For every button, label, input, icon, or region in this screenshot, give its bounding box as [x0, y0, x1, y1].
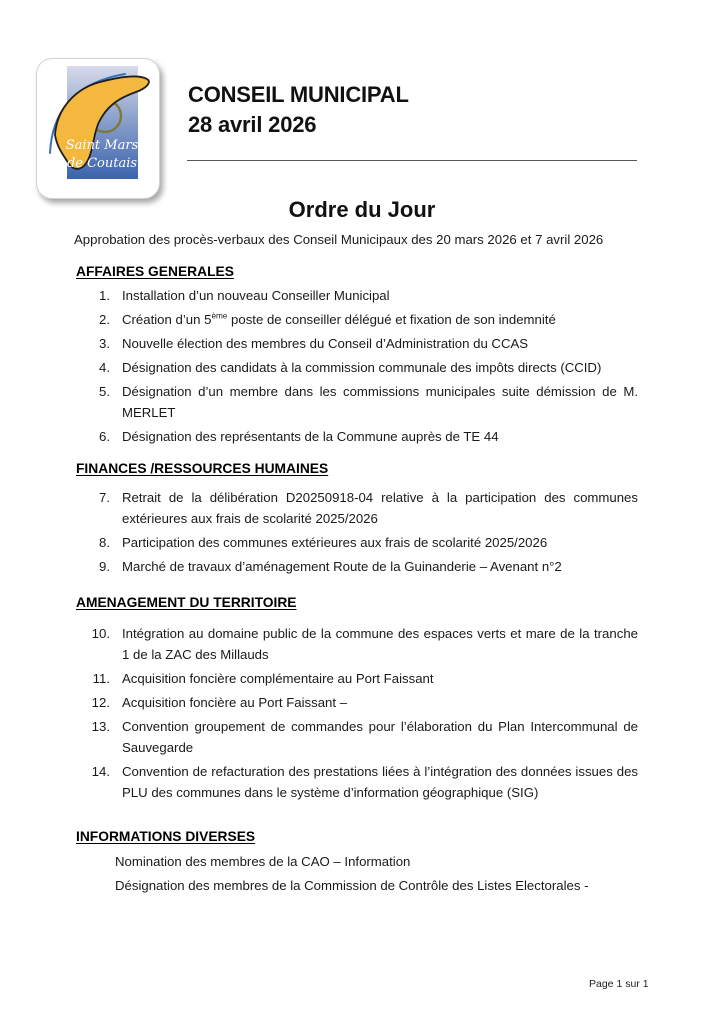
text-part: poste de conseiller délégué et fixation de son indemnité — [227, 312, 556, 327]
page-number: Page 1 sur 1 — [589, 978, 649, 990]
item-text: Installation d’un nouveau Conseiller Municipal — [122, 288, 390, 303]
item-text: Retrait de la délibération D20250918-04 relative à la participation des communes extérieures aux frais de scolarité 2025/2026 — [122, 490, 638, 526]
agenda-item — [76, 309, 638, 330]
item-number: 3. — [99, 336, 110, 351]
document-title: Ordre du Jour — [288, 197, 436, 222]
item-text: Nouvelle élection des membres du Conseil d’Administration du CCAS — [122, 336, 529, 351]
agenda-item — [76, 556, 638, 577]
intro-line: Approbation des procès-verbaux des Conseil Municipaux des 20 mars 2026 et 7 avril 2026 — [74, 232, 604, 247]
item-text — [122, 312, 556, 327]
agenda-item — [76, 285, 638, 306]
item-text: Marché de travaux d’aménagement Route de la Guinanderie – Avenant n°2 — [122, 559, 562, 574]
item-text: Désignation des membres de la Commission de Contrôle des Listes Electorales - — [115, 878, 589, 893]
header-title: CONSEIL MUNICIPAL — [188, 82, 409, 107]
item-number: 6. — [99, 429, 110, 444]
item-text: Désignation des candidats à la commission communale des impôts directs (CCID) — [122, 360, 602, 375]
sections — [76, 262, 638, 899]
item-text: Convention groupement de commandes pour l’élaboration du Plan Intercommunal de Sauvegarde — [122, 719, 638, 755]
item-number: 8. — [99, 535, 110, 550]
agenda-item — [76, 532, 638, 553]
item-text: Nomination des membres de la CAO – Information — [115, 854, 411, 869]
section — [76, 827, 638, 896]
item-number: 13. — [91, 719, 110, 734]
text-part: Création d’un 5 — [122, 312, 212, 327]
logo-text-line2: de Coutais — [66, 156, 138, 171]
agenda-item — [76, 426, 638, 447]
agenda-item — [76, 623, 638, 665]
section — [76, 459, 638, 577]
item-number: 10. — [91, 626, 110, 641]
item-number: 4. — [99, 360, 110, 375]
agenda-item — [76, 668, 638, 689]
agenda-item — [76, 487, 638, 529]
commune-logo — [36, 58, 160, 199]
section — [76, 262, 638, 447]
item-text: Désignation d’un membre dans les commissions municipales suite démission de M. MERLET — [122, 384, 638, 420]
agenda-item — [76, 851, 638, 872]
item-number: 1. — [99, 288, 110, 303]
item-text: Participation des communes extérieures aux frais de scolarité 2025/2026 — [122, 535, 548, 550]
item-text: Désignation des représentants de la Commune auprès de TE 44 — [122, 429, 499, 444]
item-number: 9. — [99, 559, 110, 574]
agenda-item — [76, 761, 638, 803]
agenda-item — [76, 381, 638, 423]
item-text: Acquisition foncière au Port Faissant – — [122, 695, 348, 710]
item-text: Acquisition foncière complémentaire au Port Faissant — [122, 671, 434, 686]
section-heading: AMENAGEMENT DU TERRITOIRE — [76, 595, 297, 610]
logo-graphic — [37, 59, 159, 198]
agenda-item — [76, 357, 638, 378]
header-block — [188, 80, 409, 140]
section-heading: AFFAIRES GENERALES — [76, 264, 234, 279]
item-text: Intégration au domaine public de la commune des espaces verts et mare de la tranche 1 de la ZAC des Millauds — [122, 626, 638, 662]
header-date: 28 avril 2026 — [188, 112, 317, 137]
header-rule — [187, 160, 637, 161]
item-number: 5. — [99, 384, 110, 399]
logo-text-line1: Saint Mars — [65, 138, 139, 153]
agenda-item — [76, 875, 638, 896]
item-number: 7. — [99, 490, 110, 505]
superscript: ème — [211, 311, 228, 321]
section-heading: INFORMATIONS DIVERSES — [76, 829, 256, 844]
item-number: 11. — [92, 671, 110, 686]
item-text: Convention de refacturation des prestations liées à l’intégration des données issues des PLU des communes dans le système d’information géographique (SIG) — [122, 764, 638, 800]
section-heading: FINANCES /RESSOURCES HUMAINES — [76, 461, 329, 476]
item-number: 14. — [91, 764, 110, 779]
agenda-item — [76, 716, 638, 758]
item-number: 12. — [91, 695, 110, 710]
item-number: 2. — [99, 312, 110, 327]
agenda-item — [76, 333, 638, 354]
section — [76, 593, 638, 803]
agenda-item — [76, 692, 638, 713]
